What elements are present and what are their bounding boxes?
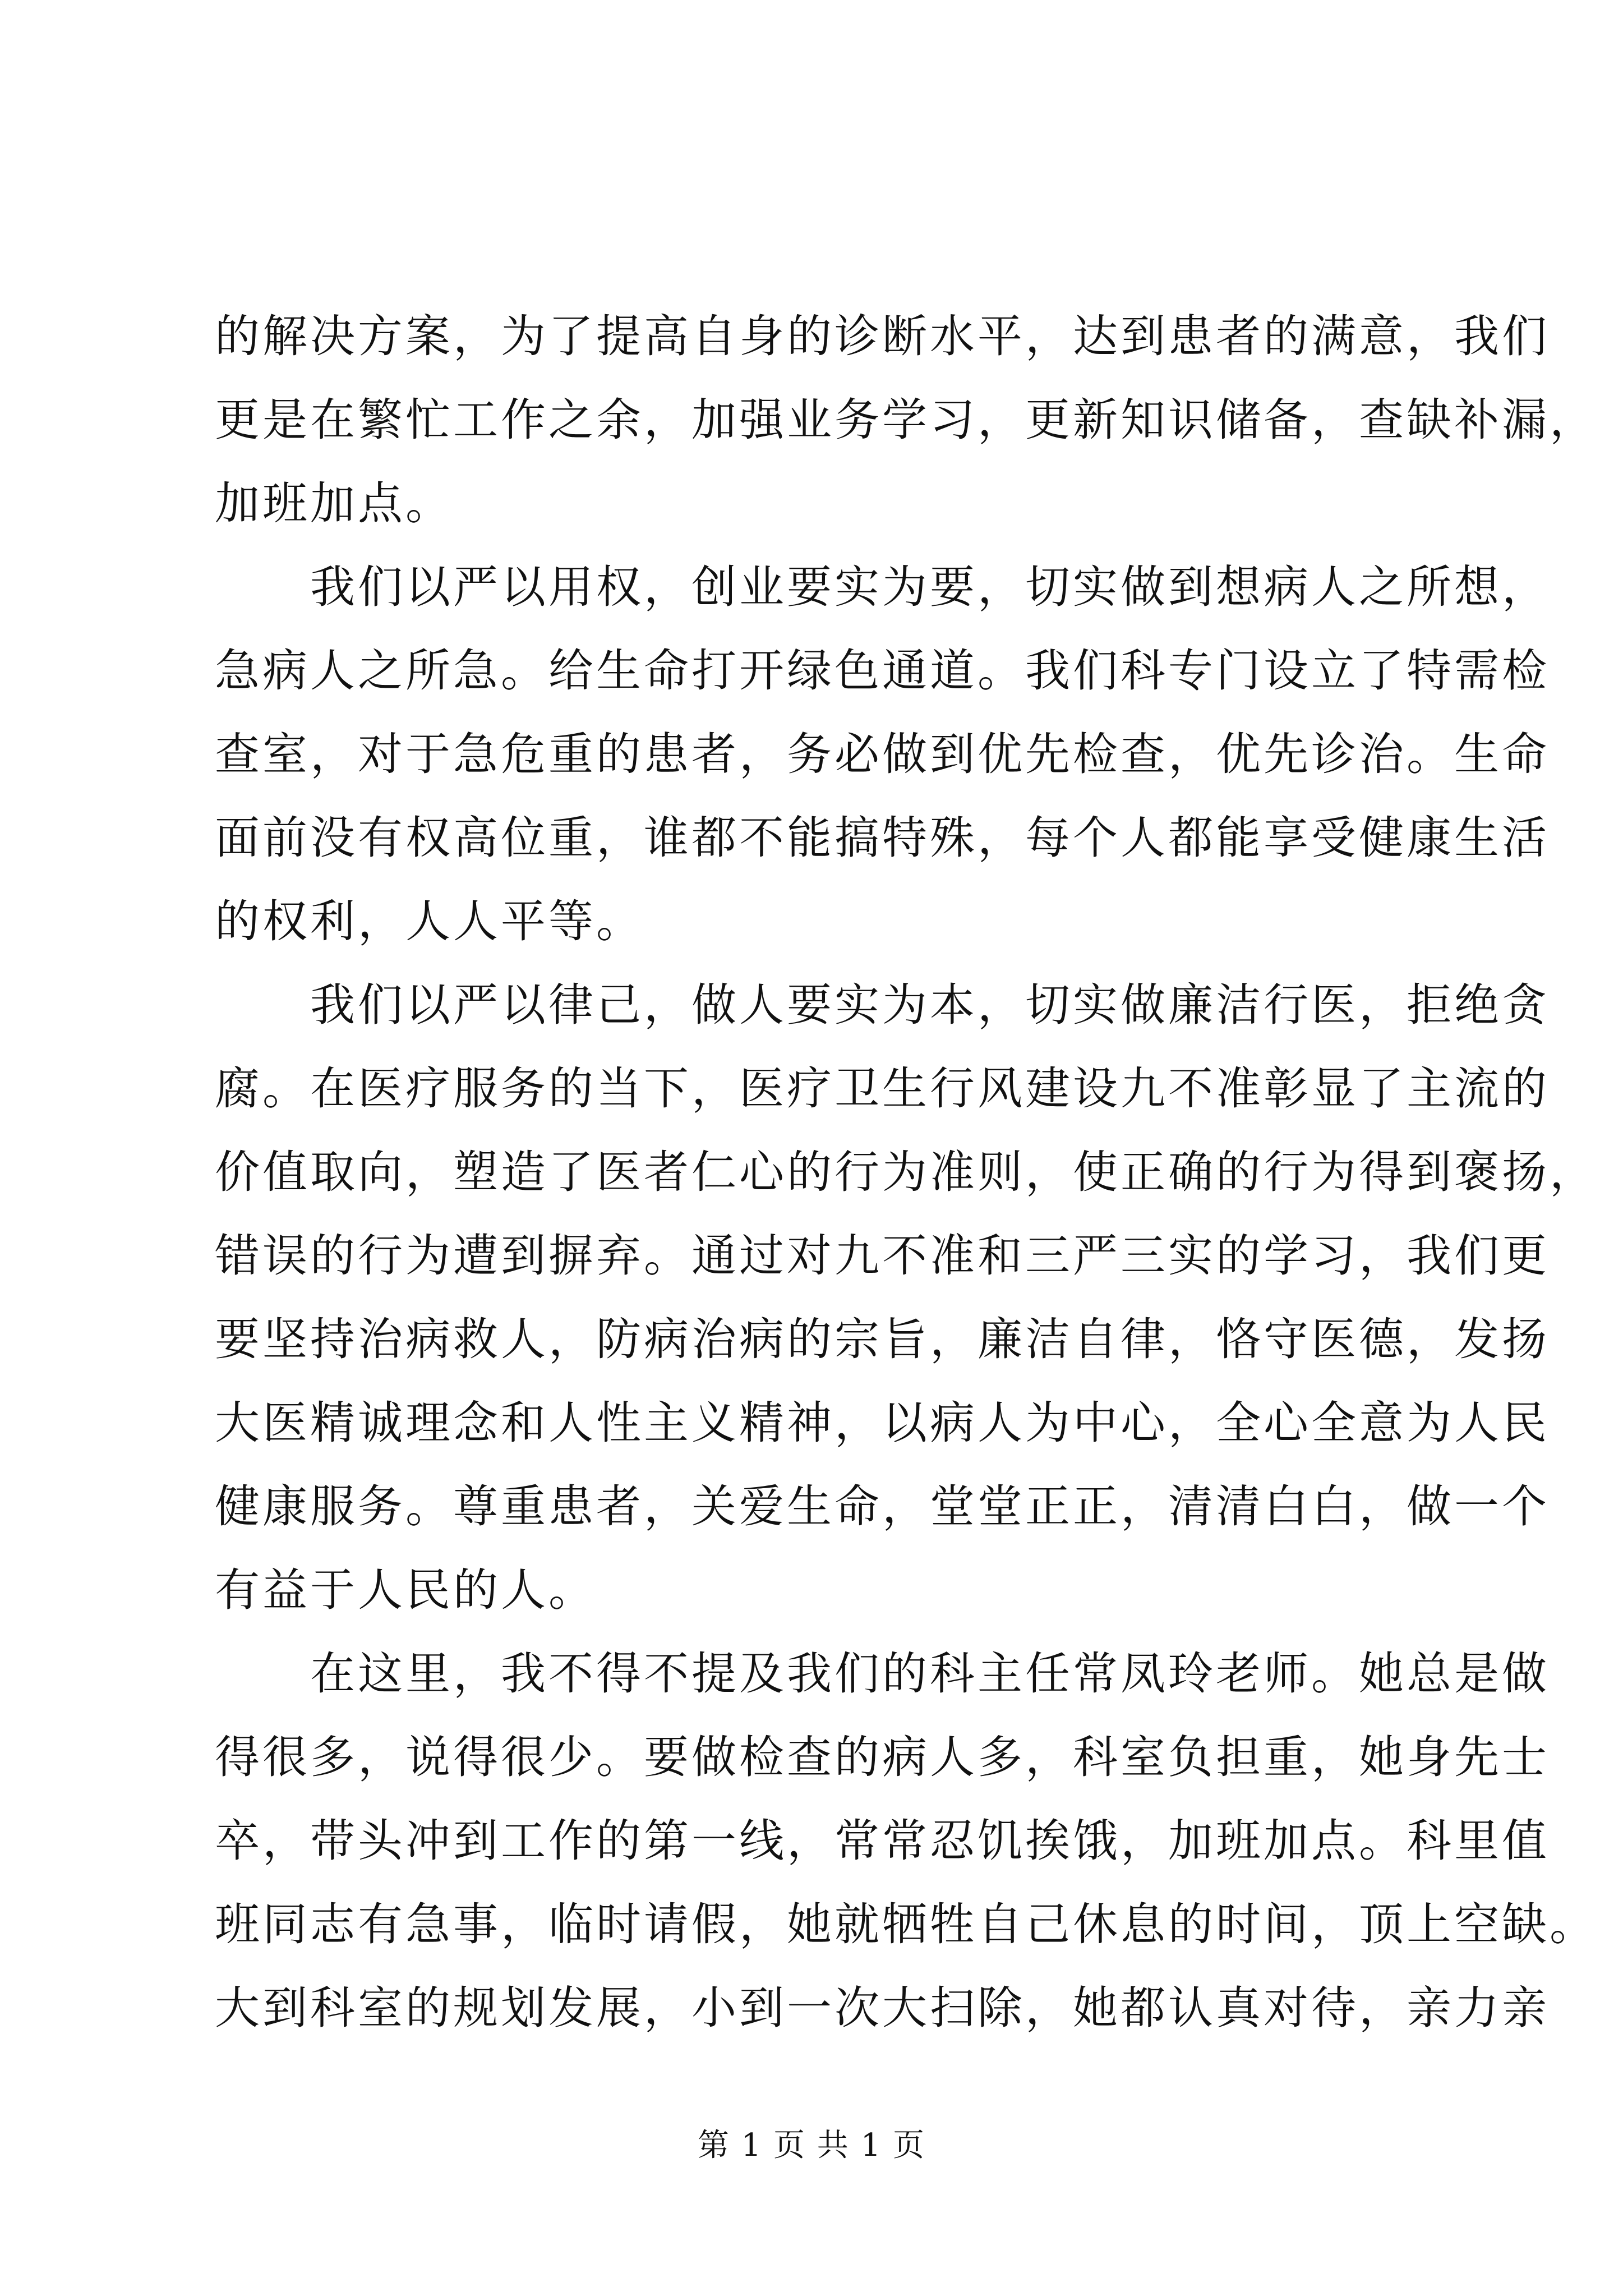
text-line: 加班加点。 (215, 477, 453, 530)
page-footer: 第 1 页 共 1 页 (697, 2127, 926, 2164)
text-line: 健康服务。尊重患者，关爱生命，堂堂正正，清清白白，做一个 (215, 1480, 1550, 1533)
text-line: 急病人之所急。给生命打开绿色通道。我们科专门设立了特需检 (215, 645, 1550, 697)
text-line: 的解决方案，为了提高自身的诊断水平，达到患者的满意，我们 (215, 310, 1550, 362)
text-line: 的权利，人人平等。 (215, 895, 644, 947)
text-line: 腐。在医疗服务的当下，医疗卫生行风建设九不准彰显了主流的 (215, 1062, 1550, 1115)
document-body (215, 295, 1597, 2050)
text-line: 得很多，说得很少。要做检查的病人多，科室负担重，她身先士 (215, 1731, 1550, 1783)
text-line: 我们以严以律己，做人要实为本，切实做廉洁行医，拒绝贪 (310, 979, 1550, 1031)
text-line: 在这里，我不得不提及我们的科主任常凤玲老师。她总是做 (310, 1648, 1550, 1700)
text-line: 错误的行为遭到摒弃。通过对九不准和三严三实的学习，我们更 (215, 1230, 1550, 1282)
text-line: 班同志有急事，临时请假，她就牺牲自己休息的时间，顶上空缺。 (215, 1898, 1597, 1950)
text-line: 大医精诚理念和人性主义精神，以病人为中心，全心全意为人民 (215, 1397, 1550, 1449)
text-line: 有益于人民的人。 (215, 1564, 596, 1616)
text-line: 更是在繁忙工作之余，加强业务学习，更新知识储备，查缺补漏， (215, 394, 1597, 446)
text-line: 查室，对于急危重的患者，务必做到优先检查，优先诊治。生命 (215, 728, 1550, 780)
text-line: 大到科室的规划发展，小到一次大扫除，她都认真对待，亲力亲 (215, 1982, 1550, 2034)
text-line: 要坚持治病救人，防病治病的宗旨，廉洁自律，恪守医德，发扬 (215, 1313, 1550, 1365)
text-line: 价值取向，塑造了医者仁心的行为准则，使正确的行为得到褒扬， (215, 1146, 1597, 1198)
text-line: 我们以严以用权，创业要实为要，切实做到想病人之所想， (310, 561, 1550, 613)
text-line: 卒，带头冲到工作的第一线，常常忍饥挨饿，加班加点。科里值 (215, 1815, 1550, 1867)
text-line: 面前没有权高位重，谁都不能搞特殊，每个人都能享受健康生活 (215, 812, 1550, 864)
